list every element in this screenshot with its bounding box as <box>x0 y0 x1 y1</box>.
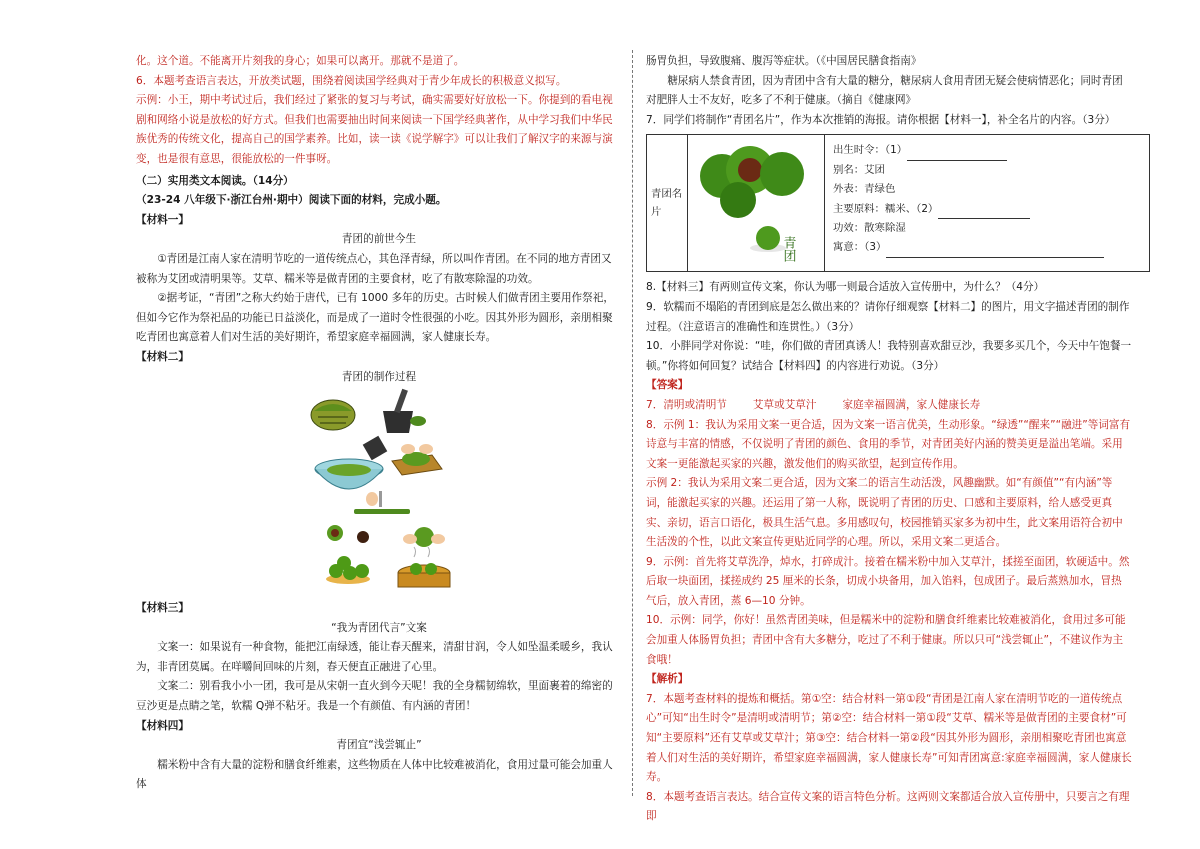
q6-analysis: 6．本题考查语言表达，开放类试题，围绕着阅读国学经典对于青少年成长的积极意义拟写。 <box>136 74 567 87</box>
card-label: 青团名片 <box>647 135 688 271</box>
source-line: （23-24 八年级下·浙江台州·期中）阅读下面的材料，完成小题。 <box>136 194 447 207</box>
material-4-label: 【材料四】 <box>136 719 189 732</box>
right-column <box>646 52 1132 827</box>
material-3-label: 【材料三】 <box>136 602 189 615</box>
blank-1[interactable] <box>907 147 1007 161</box>
herb-basket-icon <box>311 400 355 430</box>
column-divider <box>632 50 633 796</box>
field-effect: 功效：散寒除湿 <box>833 222 906 234</box>
qingtuan-plate-icon <box>326 556 370 584</box>
analysis-8: 8．本题考查语言表达。结合宣传文案的语言特色分析。这两则文案都适合放入宣传册中，只要言之有理即 <box>646 790 1130 823</box>
question-10: 10．小胖同学对你说：“哇，你们做的青团真诱人！我特别喜欢甜豆沙，我要多买几个，今天中午饱餐一顿。”你将如何回复？试结合【材料四】的内容进行劝说。（3分） <box>646 340 1132 372</box>
material-1-label: 【材料一】 <box>136 213 189 226</box>
field-ingredients: 主要原料：糯米、（2） <box>833 202 939 215</box>
answer-label: 【答案】 <box>646 379 689 392</box>
card-fields <box>825 135 1149 271</box>
qingtuan-name-card <box>646 134 1150 272</box>
question-9: 9．软糯而不塌陷的青团到底是怎么做出来的？请你仔细观察【材料二】的图片，用文字描述青团的制作过程。（注意语言的准确性和连贯性。）（3分） <box>646 300 1130 333</box>
blank-2[interactable] <box>938 205 1030 219</box>
material-4-para-2: 糖尿病人禁食青团，因为青团中含有大量的糖分，糖尿病人食用青团无疑会使病情恶化；同时青团对肥胖人士不友好，吃多了不利于健康。（摘自《健康网》 <box>646 74 1123 107</box>
material-4-continued: 肠胃负担，导致腹痛、腹泻等症状。（《中国居民膳食指南》 <box>646 55 922 67</box>
wrapping-hands-icon <box>403 527 445 547</box>
qingtuan-photo <box>688 135 825 271</box>
answer-7: 7．清明或清明节 艾草或艾草汁 家庭幸福圆满，家人健康长寿 <box>646 398 981 411</box>
field-season: 出生时令：（1） <box>833 144 908 157</box>
material-4-para-1: 糯米粉中含有大量的淀粉和膳食纤维素，这些物质在人体中比较难被消化，食用过量可能会加重人体 <box>136 758 613 791</box>
material-1-para-2: ②据考证，“青团”之称大约始于唐代，已有 1000 多年的历史。古时候人们做青团主要用作祭祀，但如今它作为祭祀品的功能已日益淡化，而是成了一道时令性很强的小吃。因其外形为圆形，亲朋相聚吃青团也寓意着人们对生活的美好期许，希望家庭幸福圆满，家人健康长寿。 <box>136 292 614 344</box>
section-title: （二）实用类文本阅读。（14分） <box>136 174 294 187</box>
question-7: 7．同学们将制作“青团名片”，作为本次推销的海报。请你根据【材料一】，补全名片的内容。（3分） <box>646 113 1116 126</box>
answer-8-example-1: 8．示例 1：我认为采用文案一更合适，因为文案一语言优美，生动形象。“绿透”“醒来”“融进”等词富有诗意与丰富的情感，不仅说明了青团的颜色、食用的季节，对青团美好内涵的赞美更是溢出笔端。采用文案一更能激起买家的兴趣，激发他们的购买欲望，起到宣传作用。 <box>646 418 1131 470</box>
material-1-para-1: ①青团是江南人家在清明节吃的一道传统点心，其色泽青绿，所以叫作青团。在不同的地方青团又被称为艾团或清明果等。艾草、糯米等是做青团的主要食材，吃了有散寒除湿的功效。 <box>136 252 612 285</box>
field-meaning: 寓意：（3） <box>833 241 887 254</box>
material-3-title: “我为青团代言”文案 <box>331 621 427 634</box>
continued-text: 化。这个道。不能离开片刻我的身心；如果可以离开。那就不是道了。 <box>136 55 465 67</box>
field-appearance: 外表：青绿色 <box>833 183 896 196</box>
field-alias: 别名：艾团 <box>833 163 885 176</box>
mixing-bowl-icon <box>315 436 387 489</box>
photo-caption: 青团 <box>780 236 796 263</box>
dough-strip-icon <box>354 491 410 514</box>
material-1-title: 青团的前世今生 <box>341 233 417 246</box>
material-3-copy-2: 文案二：别看我小小一团，我可是从宋朝一直火到今天呢！我的全身糯韧绵软，里面裹着的绵密的豆沙更是点睛之笔，软糯 Q弹不粘牙。我是一个有颜值、有内涵的青团！ <box>136 680 613 713</box>
kneading-board-icon <box>392 444 442 475</box>
q6-example: 示例：小王，期中考试过后，我们经过了紧张的复习与考试，确实需要好好放松一下。你提到的看电视剧和网络小说是放松的好方式。但我们也需要抽出时间来阅读一下国学经典著作，从中学习我们中华民族优秀的传统文化，提高自己的国学素养。比如，读一读《说学解字》可以让我们了解汉字的来源与演变，也是很有意思，很能放松的一件事呀。 <box>136 94 613 165</box>
question-8: 8.【材料三】有两则宣传文案，你认为哪一则最合适放入宣传册中，为什么？（4分） <box>646 281 1045 294</box>
filling-icon <box>327 525 369 543</box>
answer-10: 10．示例：同学，你好！虽然青团美味，但是糯米中的淀粉和膳食纤维素比较难被消化，食用过多可能会加重人体肠胃负担；青团中含有大多糖分，吃过了不利于健康。所以只可“浅尝辄止”，不建议作为主食哦！ <box>646 614 1126 666</box>
mortar-icon <box>383 389 426 433</box>
blank-3[interactable] <box>886 244 1104 258</box>
material-4-title: 青团宜“浅尝辄止” <box>336 739 422 752</box>
analysis-7: 7．本题考查材料的提炼和概括。第①空：结合材料一第①段“青团是江南人家在清明节吃的一道传统点心”可知“出生时令”是清明或清明节；第②空：结合材料一第①段“艾草、糯米等是做青团的主要食材”可知“主要原料”还有艾草或艾草汁；第③空：结合材料一第②段“因其外形为圆形，亲朋相聚吃青团也寓意着人们对生活的美好期许，希望家庭幸福圆满，家人健康长寿”可知青团寓意:家庭幸福圆满，家人健康长寿。 <box>646 692 1132 784</box>
left-column <box>136 52 622 795</box>
answer-9: 9．示例：首先将艾草洗净，焯水，打碎成汁。接着在糯米粉中加入艾草汁，揉搓至面团，软硬适中。然后取一块面团，揉搓成约 25 厘米的长条，切成小块备用，加入馅料，包成团子。最后蒸熟加水，冒热气后，放入青团，蒸 6—10 分钟。 <box>646 555 1130 607</box>
material-2-title: 青团的制作过程 <box>341 370 417 383</box>
material-2-label: 【材料二】 <box>136 350 189 363</box>
analysis-label: 【解析】 <box>646 673 689 686</box>
material-3-copy-1: 文案一：如果说有一种食物，能把江南绿透，能让春天醒来，清甜甘润，令人如坠温柔暖乡，我认为，非青团莫属。在咩嚼间回味的片刻，春天便直正融进了心里。 <box>136 641 613 673</box>
steamer-icon <box>398 547 450 587</box>
answer-8-example-2: 示例 2：我认为采用文案二更合适，因为文案二的语言生动活泼，风趣幽默。如“有颜值”“有内涵”等词，能激起买家的兴趣。还运用了第一人称，既说明了青团的历史、口感和主要原料，给人感受更真实、亲切，语言口语化，极具生活气息。多用感叹句，校园推销买家多为初中生，此文案用语符合初中生活泼的个性，以此文案宣传更贴近同学的心理。所以，采用文案二更适合。 <box>646 477 1123 549</box>
qingtuan-process-illustration <box>136 387 622 599</box>
